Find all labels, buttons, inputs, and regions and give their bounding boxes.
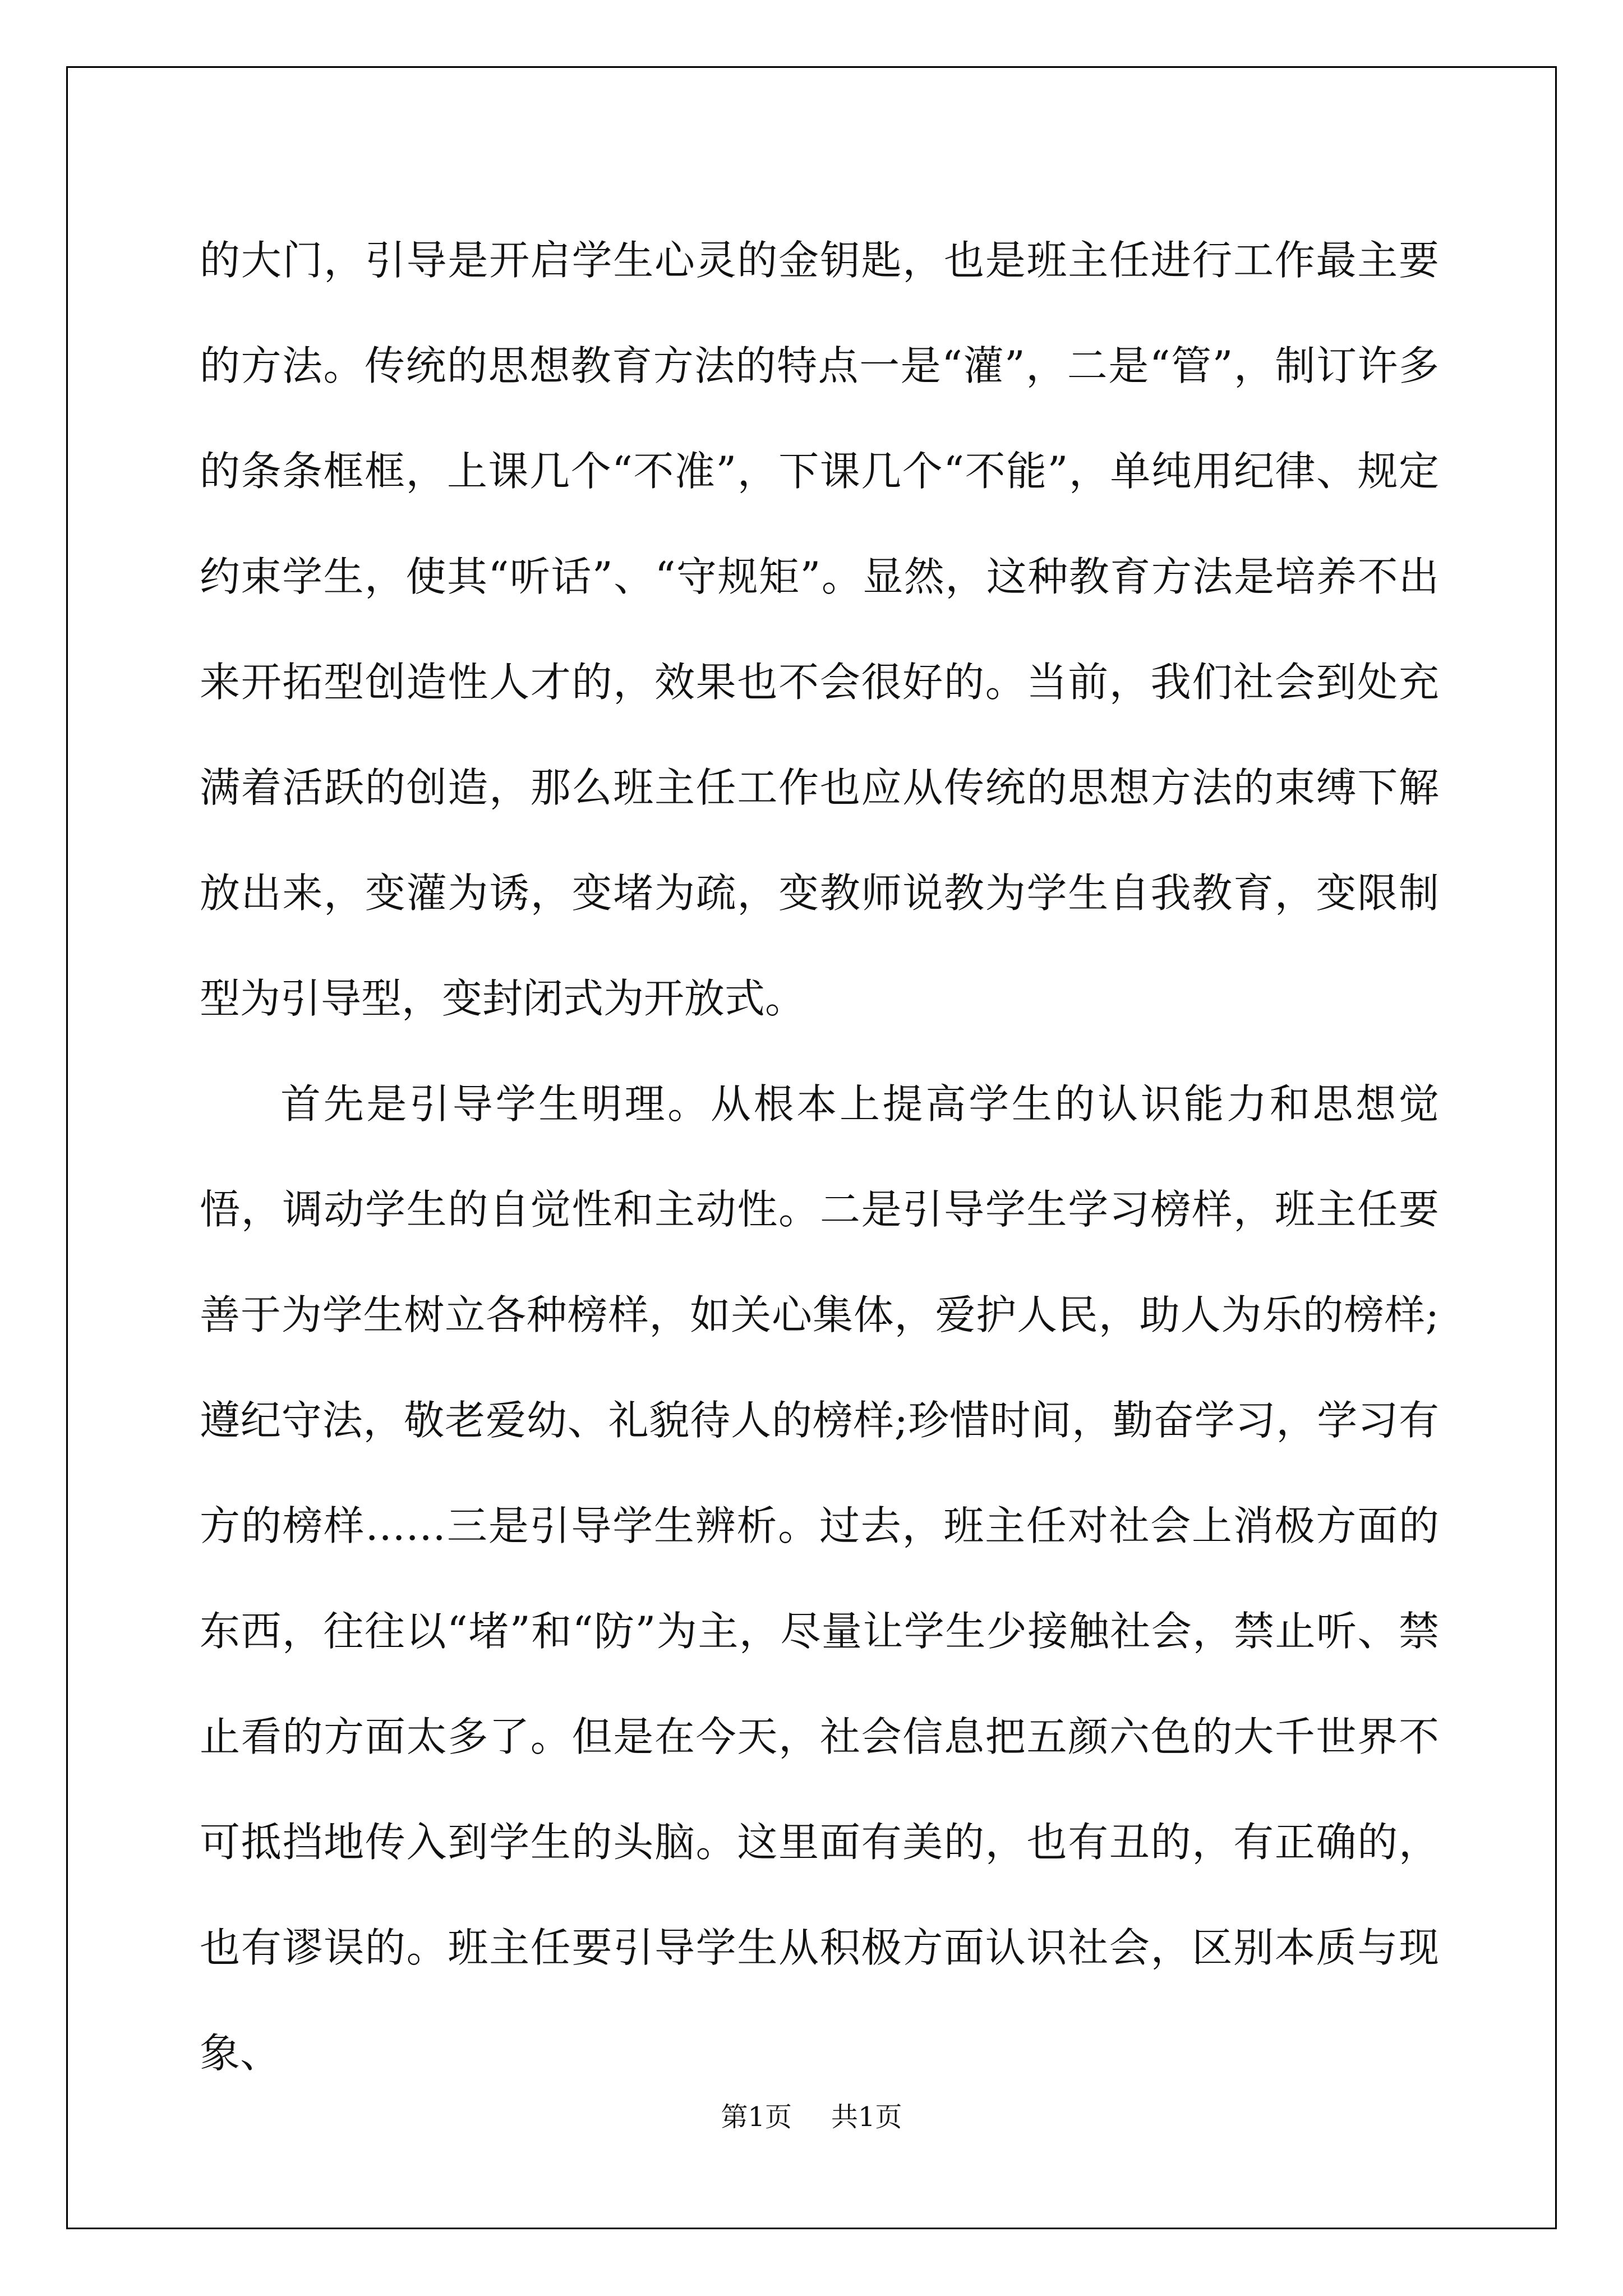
document-body bbox=[200, 208, 1439, 2106]
page-number: 第1页 bbox=[721, 2101, 792, 2133]
paragraph-2: 首先是引导学生明理。从根本上提高学生的认识能力和思想觉悟，调动学生的自觉性和主动性。二是引导学生学习榜样，班主任要善于为学生树立各种榜样，如关心集体，爱护人民，助人为乐的榜样;遵纪守法，敬老爱幼、礼貌待人的榜样;珍惜时间，勤奋学习，学习有方的榜样……三是引导学生辨析。过去，班主任对社会上消极方面的东西，往往以“堵”和“防”为主，尽量让学生少接触社会，禁止听、禁止看的方面太多了。但是在今天，社会信息把五颜六色的大千世界不可抵挡地传入到学生的头脑。这里面有美的，也有丑的，有正确的，也有谬误的。班主任要引导学生从积极方面认识社会，区别本质与现象、 bbox=[200, 1080, 1439, 2077]
page-footer bbox=[0, 2095, 1623, 2134]
page-total: 共1页 bbox=[831, 2101, 902, 2133]
paragraph-1: 的大门，引导是开启学生心灵的金钥匙，也是班主任进行工作最主要的方法。传统的思想教育方法的特点一是“灌”，二是“管”，制订许多的条条框框，上课几个“不准”，下课几个“不能”，单纯用纪律、规定约束学生，使其“听话”、“守规矩”。显然，这种教育方法是培养不出来开拓型创造性人才的，效果也不会很好的。当前，我们社会到处充满着活跃的创造，那么班主任工作也应从传统的思想方法的束缚下解放出来，变灌为诱，变堵为疏，变教师说教为学生自我教育，变限制型为引导型，变封闭式为开放式。 bbox=[200, 237, 1439, 1022]
